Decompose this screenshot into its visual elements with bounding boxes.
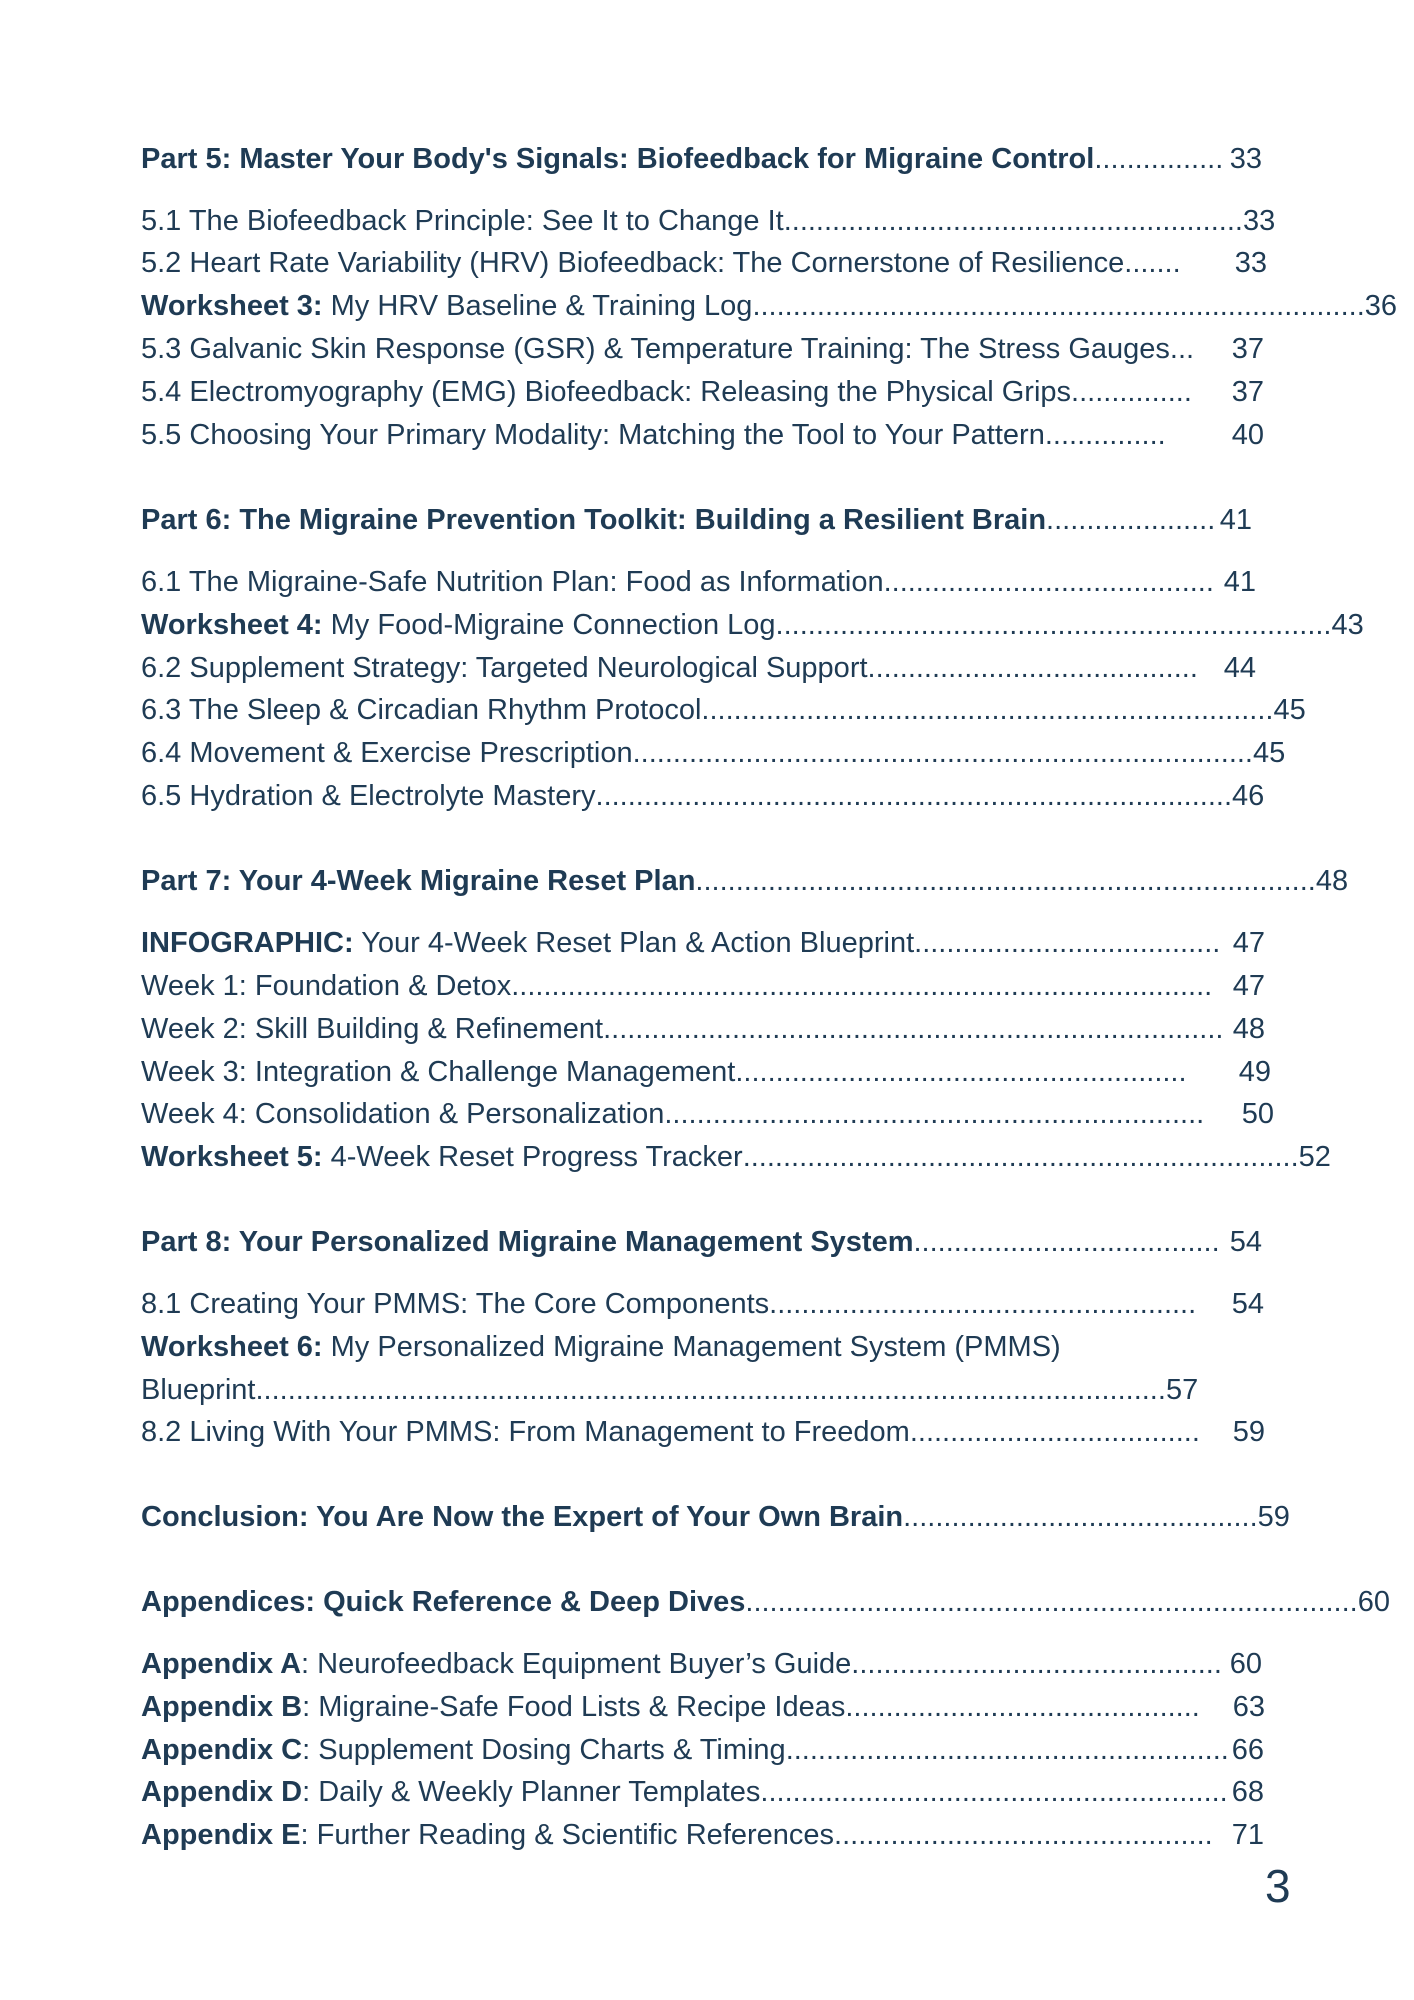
toc-page-number: 43 [1331,609,1364,641]
toc-entry-text: 5.2 Heart Rate Variability (HRV) Biofeedback: The Cornerstone of Resilience [141,247,1125,279]
toc-heading [141,1499,1290,1535]
toc-entry-title [141,1054,735,1090]
toc-entry-bold-label: Worksheet 4: [141,609,323,641]
toc-entry [141,650,1256,686]
toc-entry [141,1646,1262,1682]
toc-entry-title [141,1011,603,1047]
toc-entry [141,1096,1274,1132]
toc-entry-title [141,1689,845,1725]
toc-entry-text: 6.4 Movement & Exercise Prescription [141,737,633,769]
toc-page-number: 37 [1231,376,1264,408]
toc-entry-text: Week 4: Consolidation & Personalization [141,1098,665,1130]
toc-entry-title [141,502,1046,538]
toc-entry [141,1372,1199,1408]
toc-entry-title [141,1096,664,1132]
toc-leader-dots: ............................................................................ [752,290,1365,322]
toc-leader-dots: ............................................ [845,1691,1200,1723]
toc-entry-text: : Daily & Weekly Planner Templates [302,1776,761,1808]
toc-leader-dots: ....... [1124,247,1181,279]
toc-page-number: 54 [1229,1226,1262,1258]
toc-entry [141,1689,1265,1725]
toc-entry-bold-label: Appendix E [141,1819,301,1851]
toc-entry-text: 6.5 Hydration & Electrolyte Mastery [141,780,596,812]
toc-entry-text: My HRV Baseline & Training Log [322,290,753,322]
toc-leader-dots: ......................................................... [783,205,1243,237]
toc-entry-text: 6.1 The Migraine-Safe Nutrition Plan: Food as Information [141,566,884,598]
toc-entry-title [141,1329,1061,1365]
toc-entry-title [141,778,596,814]
toc-entry-bold-label: Part 7: Your 4-Week Migraine Reset Plan [141,865,696,897]
toc-leader-dots: ..................................................... [769,1288,1197,1320]
toc-entry-title [141,288,752,324]
toc-entry-title [141,863,695,899]
toc-page-number: 33 [1229,143,1262,175]
toc-leader-dots: ...................................... [913,1226,1220,1258]
toc-leader-dots: ....................................................................................... [511,970,1213,1002]
toc-page-number: 66 [1231,1734,1264,1766]
toc-heading [141,1224,1262,1260]
toc-entry-bold-label: Part 6: The Migraine Prevention Toolkit: Building a Resilient Brain [141,504,1047,536]
toc-leader-dots: .......................................................... [760,1776,1228,1808]
toc-entry [141,692,1306,728]
toc-leader-dots: ............... [1044,419,1166,451]
toc-entry-title [141,735,633,771]
toc-leader-dots: ............................................................................... [595,780,1233,812]
toc-entry [141,564,1256,600]
toc-page-number: 33 [1234,247,1267,279]
toc-entry [141,778,1265,814]
toc-entry [141,288,1398,324]
toc-entry-bold-label: Appendix A [141,1648,302,1680]
toc-leader-dots: ......................................... [867,652,1198,684]
toc-leader-dots: ................................................................... [664,1098,1205,1130]
toc-leader-dots: ............................................................................. [695,865,1316,897]
toc-page-number: 37 [1231,333,1264,365]
toc-entry-bold-label: Appendix B [141,1691,303,1723]
toc-page-number: 41 [1223,566,1256,598]
toc-page-number: 33 [1242,205,1276,237]
toc-entry-title [141,607,776,643]
toc-page-number: 57 [1165,1374,1199,1406]
toc-entry-title [141,1414,910,1450]
toc-entry [141,925,1265,961]
toc-entry-title [141,1732,786,1768]
toc-entry-text: 6.3 The Sleep & Circadian Rhythm Protocol [141,694,702,726]
toc-leader-dots: ..................................................................... [775,609,1332,641]
toc-entry-title [141,692,701,728]
toc-entry-title [141,1584,745,1620]
toc-entry-text: 5.5 Choosing Your Primary Modality: Matching the Tool to Your Pattern [141,419,1045,451]
toc-entry-title [141,650,868,686]
toc-page-number: 59 [1257,1501,1290,1533]
page-number: 3 [1265,1860,1291,1912]
toc-entry-title [141,331,1170,367]
toc-page-number: 41 [1219,504,1252,536]
toc-entry-text: Your 4-Week Reset Plan & Action Blueprint [353,927,915,959]
toc-entry-text: 8.2 Living With Your PMMS: From Management to Freedom [141,1416,910,1448]
toc-page-number: 44 [1223,652,1256,684]
toc-leader-dots: ............................................... [834,1819,1213,1851]
toc-entry [141,417,1264,453]
toc-leader-dots: ............................................................................. [632,737,1253,769]
toc-heading [141,1584,1390,1620]
toc-entry-text: 5.4 Electromyography (EMG) Biofeedback: Releasing the Physical Grips [141,376,1072,408]
toc-leader-dots: ....................................................................... [701,694,1274,726]
toc-leader-dots: ... [1169,333,1195,365]
toc-entry-title [141,203,784,239]
toc-leader-dots: ............................................ [903,1501,1258,1533]
toc-entry-title [141,141,1094,177]
toc-entry [141,331,1264,367]
toc-entry-text: Week 3: Integration & Challenge Management [141,1056,736,1088]
toc-entry [141,607,1364,643]
toc-page-number: 36 [1364,290,1398,322]
toc-entry [141,1774,1264,1810]
toc-page-number: 49 [1238,1056,1271,1088]
toc-leader-dots: ..................... [1046,504,1216,536]
toc-leader-dots: ....................................................... [785,1734,1229,1766]
toc-page-number: 52 [1298,1141,1331,1173]
toc-leader-dots: ........................................................ [735,1056,1187,1088]
toc-entry-text: : Migraine-Safe Food Lists & Recipe Ideas [302,1691,846,1723]
toc-page-number: 48 [1232,1013,1265,1045]
toc-leader-dots: ............................................................................. [603,1013,1224,1045]
toc-entry [141,1414,1265,1450]
toc-entry-bold-label: Conclusion: You Are Now the Expert of Your Own Brain [141,1501,904,1533]
toc-entry-title [141,1499,903,1535]
toc-entry-bold-label: Appendices: Quick Reference & Deep Dives [141,1586,746,1618]
toc-leader-dots: .................................... [909,1416,1200,1448]
toc-page-number: 48 [1315,865,1349,897]
toc-entry-text: : Supplement Dosing Charts & Timing [302,1734,786,1766]
toc-heading [141,141,1262,177]
toc-entry-title [141,1774,760,1810]
toc-entry [141,1286,1264,1322]
toc-entry-text: 5.3 Galvanic Skin Response (GSR) & Temperature Training: The Stress Gauges [141,333,1170,365]
toc-entry-title [141,925,914,961]
toc-entry-text: 8.1 Creating Your PMMS: The Core Components [141,1288,770,1320]
toc-entry-text: My Food-Migraine Connection Log [322,609,776,641]
toc-page-number: 45 [1253,737,1286,769]
toc-leader-dots: ...................................... [914,927,1221,959]
toc-page-number: 60 [1229,1648,1262,1680]
toc-entry-title [141,1286,769,1322]
toc-entry-bold-label: Part 5: Master Your Body's Signals: Biofeedback for Migraine Control [141,143,1095,175]
toc-heading [141,863,1349,899]
toc-leader-dots: ............... [1071,376,1192,408]
toc-entry-text: 6.2 Supplement Strategy: Targeted Neurological Support [141,652,868,684]
toc-page-number: 40 [1231,419,1264,451]
toc-page-number: 47 [1232,927,1265,959]
toc-entry-text: Blueprint [141,1374,256,1406]
toc-entry-text: : Neurofeedback Equipment Buyer’s Guide [301,1648,852,1680]
toc-page-number: 60 [1357,1586,1390,1618]
toc-page-number: 71 [1231,1819,1264,1851]
toc-entry-text: Week 2: Skill Building & Refinement [141,1013,604,1045]
toc-page-number: 45 [1273,694,1306,726]
toc-entry [141,1054,1271,1090]
toc-entry [141,1011,1265,1047]
toc-entry-title [141,1139,743,1175]
toc-entry-title [141,1372,255,1408]
toc-entry-bold-label: Part 8: Your Personalized Migraine Management System [141,1226,914,1258]
toc-leader-dots: ..................................................................... [742,1141,1299,1173]
toc-entry-bold-label: Worksheet 3: [141,290,323,322]
toc-leader-dots: ................................................................................................................. [255,1374,1166,1406]
toc-leader-dots: ......................................... [883,566,1214,598]
toc-leader-dots: ............................................................................ [745,1586,1358,1618]
toc-entry-title [141,417,1045,453]
toc-entry [141,1329,1265,1365]
toc-leader-dots: .............................................. [851,1648,1222,1680]
toc-page-number: 50 [1233,1098,1274,1130]
toc-entry [141,735,1286,771]
toc-entry-text: : Further Reading & Scientific References [300,1819,835,1851]
toc-entry-bold-label: INFOGRAPHIC: [141,927,354,959]
toc-entry-title [141,1646,851,1682]
toc-entry-text: 5.1 The Biofeedback Principle: See It to Change It [141,205,784,237]
toc-entry-title [141,374,1071,410]
toc-entry-text: My Personalized Migraine Management System (PMMS) [322,1331,1061,1363]
toc-entry [141,374,1264,410]
toc-entry-bold-label: Worksheet 6: [141,1331,323,1363]
toc-entry-title [141,1817,834,1853]
toc-heading [141,502,1252,538]
toc-page-number: 54 [1231,1288,1264,1320]
toc-entry-title [141,564,884,600]
toc-page-number: 59 [1232,1416,1265,1448]
toc-entry [141,1732,1264,1768]
toc-entry-text: Week 1: Foundation & Detox [141,970,512,1002]
toc-entry [141,1139,1331,1175]
toc-page-number: 46 [1232,780,1265,812]
toc-entry-title [141,1224,914,1260]
toc-entry-bold-label: Worksheet 5: [141,1141,323,1173]
toc-entry-title [141,968,511,1004]
toc-entry [141,245,1267,281]
toc-entry [141,1817,1264,1853]
toc-entry [141,968,1265,1004]
toc-page-number: 68 [1231,1776,1264,1808]
toc-page-number: 63 [1232,1691,1265,1723]
toc-entry [141,203,1276,239]
toc-entry-title [141,245,1124,281]
toc-leader-dots: ................ [1094,143,1224,175]
toc-page-number: 47 [1232,970,1265,1002]
toc-entry-text: 4-Week Reset Progress Tracker [322,1141,743,1173]
toc-entry-bold-label: Appendix C [141,1734,303,1766]
toc-entry-bold-label: Appendix D [141,1776,303,1808]
